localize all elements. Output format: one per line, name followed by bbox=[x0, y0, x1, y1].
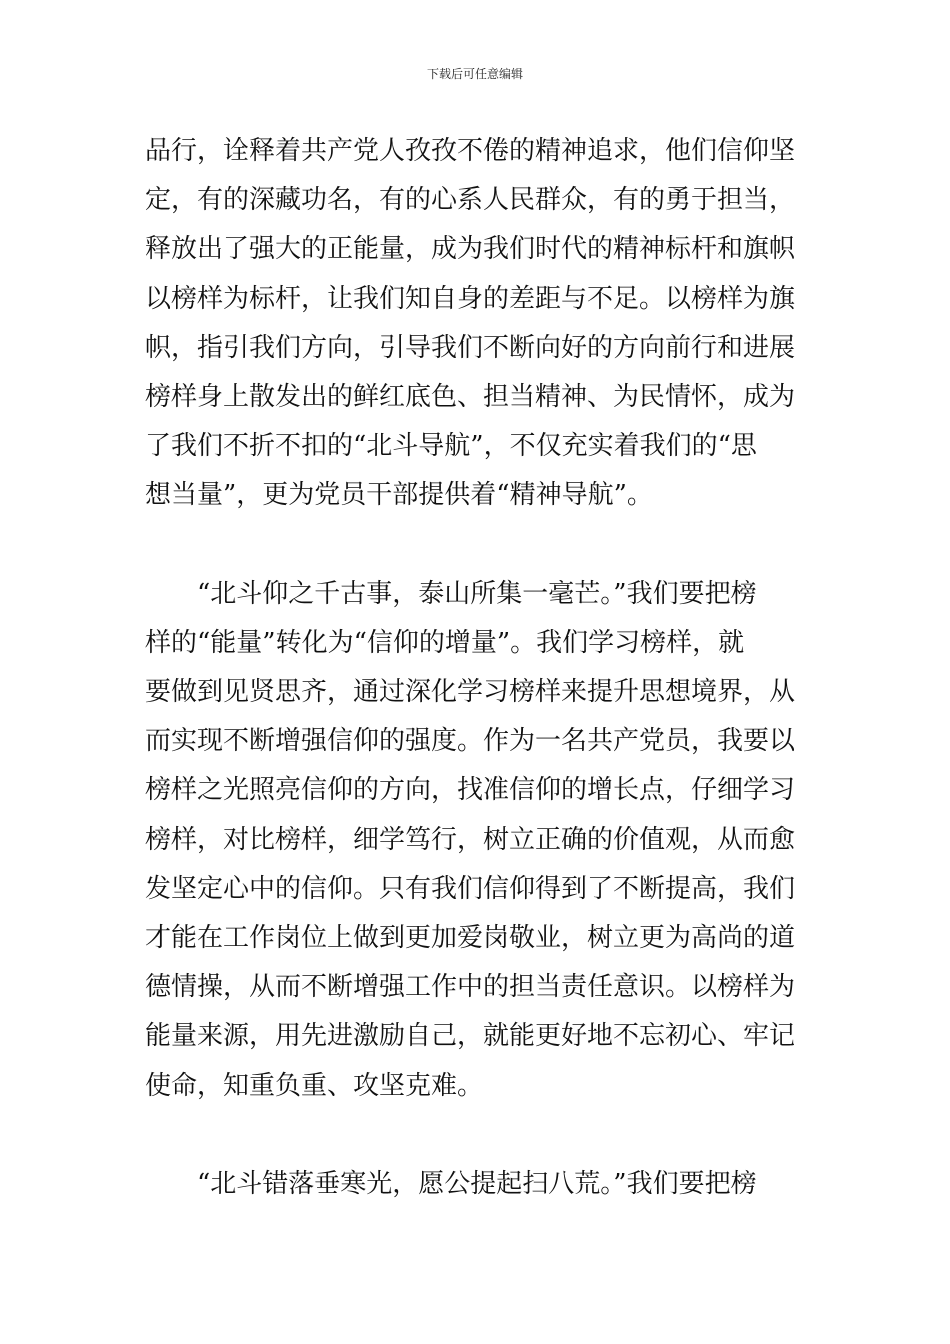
text-line: 定，有的深藏功名，有的心系人民群众，有的勇于担当， bbox=[145, 185, 796, 216]
text-line: 样的“能量”转化为“信仰的增量”。我们学习榜样，就 bbox=[145, 627, 745, 658]
text-line: 榜样，对比榜样，细学笃行，树立正确的价值观，从而愈 bbox=[145, 824, 796, 855]
paragraph-gap bbox=[145, 1111, 810, 1160]
paragraph-1 bbox=[145, 127, 810, 521]
text-line: 才能在工作岗位上做到更加爱岗敬业，树立更为高尚的道 bbox=[145, 923, 796, 953]
text-line: 帜，指引我们方向，引导我们不断向好的方向前行和进展 bbox=[145, 332, 796, 363]
paragraph-gap bbox=[145, 521, 810, 570]
paragraph-2 bbox=[145, 570, 810, 1111]
document-body bbox=[145, 127, 810, 1209]
text-line: “北斗仰之千古事，泰山所集一毫芒。”我们要把榜 bbox=[145, 578, 757, 609]
text-line: 释放出了强大的正能量，成为我们时代的精神标杆和旗帜 bbox=[145, 234, 796, 265]
text-line: “北斗错落垂寒光，愿公提起扫八荒。”我们要把榜 bbox=[145, 1168, 757, 1199]
text-line: 发坚定心中的信仰。只有我们信仰得到了不断提高，我们 bbox=[145, 873, 796, 904]
paragraph-3 bbox=[145, 1160, 810, 1209]
text-line: 榜样之光照亮信仰的方向，找准信仰的增长点，仔细学习 bbox=[145, 775, 796, 806]
text-line: 而实现不断增强信仰的强度。作为一名共产党员，我要以 bbox=[145, 726, 796, 757]
text-line: 以榜样为标杆，让我们知自身的差距与不足。以榜样为旗 bbox=[145, 283, 796, 314]
text-line: 德情操，从而不断增强工作中的担当责任意识。以榜样为 bbox=[145, 972, 796, 1003]
text-line: 使命，知重负重、攻坚克难。 bbox=[145, 1070, 484, 1101]
text-line: 品行，诠释着共产党人孜孜不倦的精神追求，他们信仰坚 bbox=[145, 136, 796, 166]
text-line: 了我们不折不扣的“北斗导航”，不仅充实着我们的“思 bbox=[145, 431, 757, 462]
text-line: 榜样身上散发出的鲜红底色、担当精神、为民情怀，成为 bbox=[145, 381, 796, 412]
text-line: 要做到见贤思齐，通过深化学习榜样来提升思想境界，从 bbox=[145, 677, 796, 708]
text-line: 能量来源，用先进激励自己，就能更好地不忘初心、牢记 bbox=[145, 1021, 796, 1052]
text-line: 想当量”，更为党员干部提供着“精神导航”。 bbox=[145, 480, 653, 511]
page-header: 下载后可任意编辑 bbox=[426, 67, 523, 81]
